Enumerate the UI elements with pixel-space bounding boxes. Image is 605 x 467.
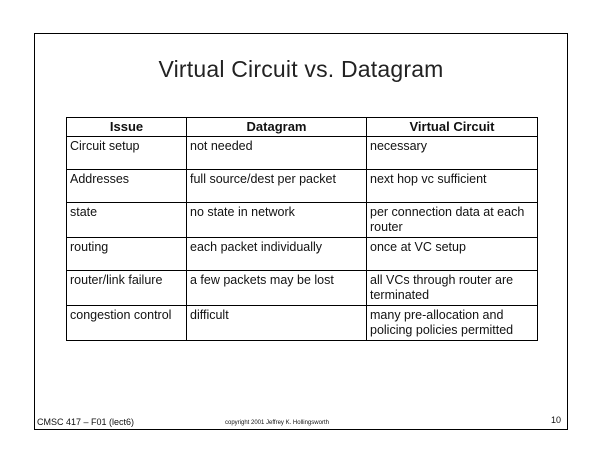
table-cell-datagram: not needed	[187, 137, 367, 170]
table-cell-issue: router/link failure	[67, 271, 187, 306]
table-cell-datagram: difficult	[187, 306, 367, 341]
table-row	[67, 238, 538, 271]
header-issue: Issue	[67, 118, 187, 137]
slide-frame	[34, 33, 568, 430]
table-cell-virtual-circuit: once at VC setup	[367, 238, 538, 271]
comparison-table	[66, 117, 538, 341]
table-row	[67, 306, 538, 341]
table-row	[67, 271, 538, 306]
table-cell-virtual-circuit: next hop vc sufficient	[367, 170, 538, 203]
table-cell-virtual-circuit: per connection data at each router	[367, 203, 538, 238]
footer-copyright: copyright 2001 Jeffrey K. Hollingsworth	[225, 420, 329, 426]
table-row	[67, 170, 538, 203]
slide-title: Virtual Circuit vs. Datagram	[158, 56, 444, 82]
table-cell-virtual-circuit: many pre-allocation and policing policies permitted	[367, 306, 538, 341]
table-cell-issue: state	[67, 203, 187, 238]
table-cell-virtual-circuit: all VCs through router are terminated	[367, 271, 538, 306]
table-row	[67, 137, 538, 170]
table-cell-issue: Circuit setup	[67, 137, 187, 170]
table-header-row	[67, 118, 538, 137]
table-cell-datagram: no state in network	[187, 203, 367, 238]
table-cell-issue: routing	[67, 238, 187, 271]
table-row	[67, 203, 538, 238]
page-number: 10	[550, 415, 561, 425]
table-cell-virtual-circuit: necessary	[367, 137, 538, 170]
table-cell-datagram: full source/dest per packet	[187, 170, 367, 203]
table-cell-datagram: a few packets may be lost	[187, 271, 367, 306]
table-cell-issue: Addresses	[67, 170, 187, 203]
table-cell-issue: congestion control	[67, 306, 187, 341]
footer-course-label: CMSC 417 – F01 (lect6)	[37, 417, 135, 427]
header-virtual-circuit: Virtual Circuit	[367, 118, 538, 137]
table-cell-datagram: each packet individually	[187, 238, 367, 271]
header-datagram: Datagram	[187, 118, 367, 137]
